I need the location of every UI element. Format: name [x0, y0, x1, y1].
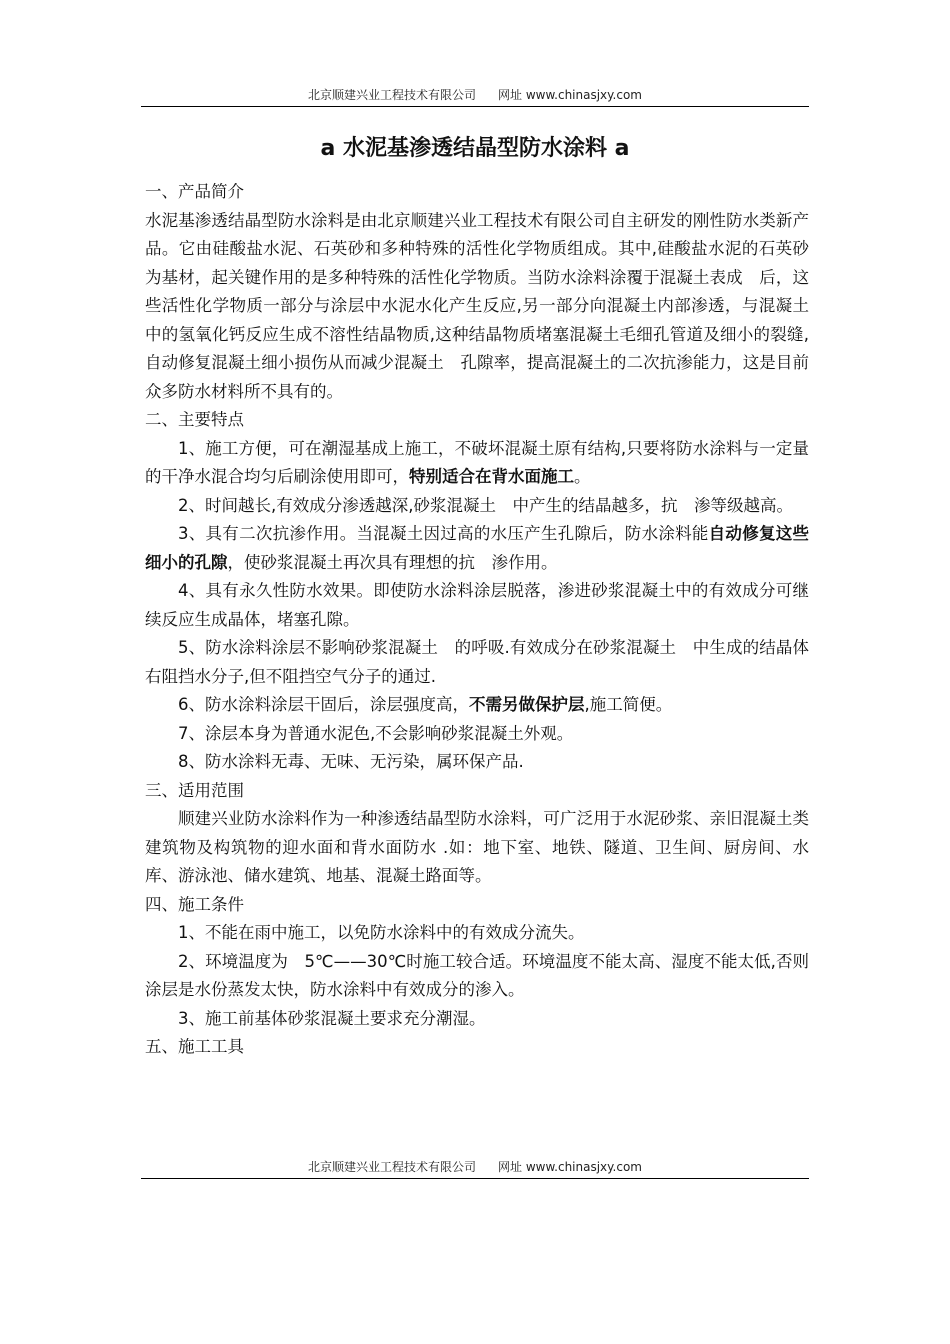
section-heading-conditions: 四、施工条件: [145, 894, 244, 914]
intro-paragraph: 水泥基渗透结晶型防水涂料是由北京顺建兴业工程技术有限公司自主研发的刚性防水类新产品。它由硅酸盐水泥、石英砂和多种特殊的活性化学物质组成。其中,硅酸盐水泥的石英砂为基材，起关键作用的是多种特殊的活性化学物质。当防水涂料涂覆于混凝土表成 后，这些活性化学物质一部分与涂层中水泥水化产生反应,另一部分向混凝土内部渗透，与混凝土中的氢氧化钙反应生成不溶性结晶物质,这种结晶物质堵塞混凝土毛细孔管道及细小的裂缝,自动修复混凝土细小损伤从而减少混凝土 孔隙率，提高混凝土的二次抗渗能力，这是目前众多防水材料所不具有的。: [145, 210, 809, 401]
feature-item-6: 6、防水涂料涂层干固后，涂层强度高，不需另做保护层,施工简便。: [178, 695, 673, 714]
condition-item-2: 2、环境温度为 5℃——30℃时施工较合适。环境温度不能太高、湿度不能太低,否则涂层是水份蒸发太快，防水涂料中有效成分的渗入。: [145, 951, 809, 999]
condition-item-1: 1、不能在雨中施工，以免防水涂料中的有效成分流失。: [178, 923, 585, 942]
feature-item-4: 4、具有永久性防水效果。即使防水涂料涂层脱落，渗进砂浆混凝土中的有效成分可继续反应生成晶体，堵塞孔隙。: [145, 581, 809, 629]
footer-company: 北京顺建兴业工程技术有限公司: [307, 1160, 476, 1174]
page-header: [141, 86, 809, 107]
feature-item-3: 3、具有二次抗渗作用。当混凝土因过高的水压产生孔隙后，防水涂料能自动修复这些细小的孔隙，使砂浆混凝土再次具有理想的抗 渗作用。: [145, 524, 810, 572]
header-company: 北京顺建兴业工程技术有限公司: [307, 88, 476, 102]
page-footer: [141, 1158, 809, 1179]
feature-item-2: 2、时间越长,有效成分渗透越深,砂浆混凝土 中产生的结晶越多，抗 渗等级越高。: [178, 495, 793, 515]
section-heading-intro: 一、产品简介: [145, 182, 244, 201]
feature-3-emphasis: 自动修复这些细小的孔隙: [145, 524, 810, 572]
feature-item-1: 1、施工方便，可在潮湿基成上施工，不破坏混凝土原有结构,只要将防水涂料与一定量的干净水混合均匀后刷涂使用即可，特别适合在背水面施工。: [145, 438, 809, 486]
scope-paragraph: 顺建兴业防水涂料作为一种渗透结晶型防水涂料，可广泛用于水泥砂浆、亲旧混凝土类建筑物及构筑物的迎水面和背水面防水 .如：地下室、地铁、隧道、卫生间、厨房间、水库、游泳池、储水建筑、地基、混凝土路面等。: [145, 809, 809, 885]
feature-item-8: 8、防水涂料无毒、无味、无污染，属环保产品.: [178, 752, 524, 771]
header-website: 网址 www.chinasjxy.com: [498, 88, 642, 102]
feature-item-7: 7、涂层本身为普通水泥色,不会影响砂浆混凝土外观。: [178, 723, 574, 743]
footer-website: 网址 www.chinasjxy.com: [498, 1160, 642, 1174]
feature-item-5: 5、防水涂料涂层不影响砂浆混凝土 的呼吸.有效成分在砂浆混凝土 中生成的结晶体右阻挡水分子,但不阻挡空气分子的通过.: [145, 638, 809, 686]
condition-item-3: 3、施工前基体砂浆混凝土要求充分潮湿。: [178, 1008, 486, 1028]
feature-1-emphasis: 特别适合在背水面施工: [409, 467, 574, 486]
feature-6-emphasis: 不需另做保护层: [469, 695, 585, 714]
section-heading-scope: 三、适用范围: [145, 780, 244, 800]
section-heading-tools: 五、施工工具: [145, 1037, 244, 1056]
document-body: [145, 178, 809, 1062]
section-heading-features: 二、主要特点: [145, 410, 244, 429]
document-title: a 水泥基渗透结晶型防水涂料 a: [320, 136, 630, 161]
